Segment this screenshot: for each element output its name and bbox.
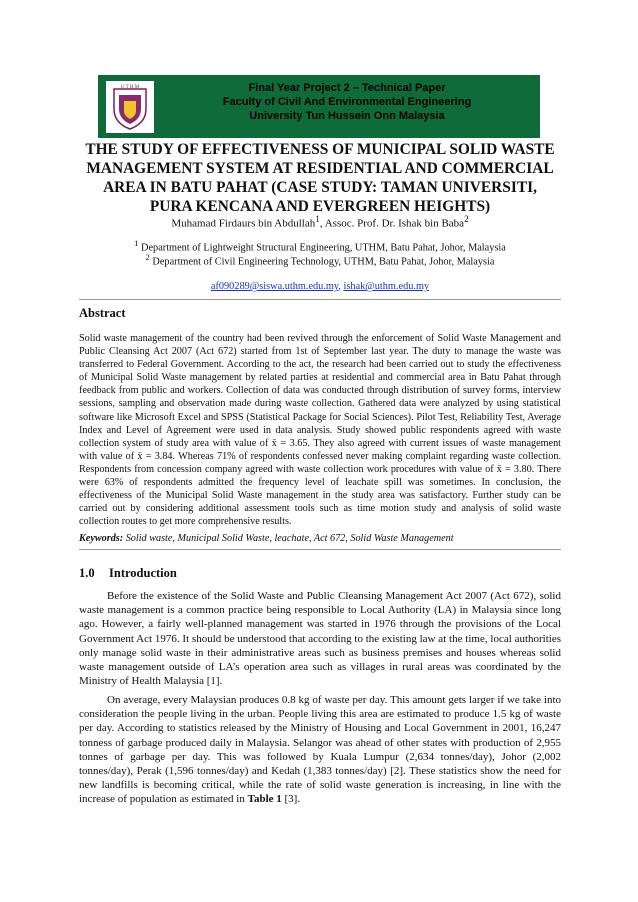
contact-emails: af090289@siswa.uthm.edu.my, ishak@uthm.edu.my xyxy=(210,281,430,292)
section-title: Introduction xyxy=(109,566,177,580)
university-logo xyxy=(106,81,154,133)
author-1-sup: 1 xyxy=(315,214,320,224)
intro-paragraph-2: On average, every Malaysian produces 0.8 kg of waste per day. This amount gets larger if we take into consideration the people living in the urban. People living this area are estimated to produce 1.5 kg of waste per day. According to statistics released by the Ministry of Housing and Local Government in 2001, 16,247 tonness of garbage produced daily in Malaysia. Selangor was ahead of other states with production of 2,955 tonnes of garbage per day. This was followed by Kuala Lumpur (2,634 tonnes/day), Johor (2,002 tonnes/day), Perak (1,596 tonnes/day) and Kedah (1,383 tonnes/day) [2]. These statistics show the need for new landfills is becoming critical, while the rate of solid waste generation is increasing, in line with the increase of population as estimated in Table 1 [3]. xyxy=(79,694,561,806)
banner-line-1: Final Year Project 2 – Technical Paper xyxy=(248,82,446,94)
section-heading-introduction xyxy=(79,566,177,581)
divider-bottom xyxy=(79,549,561,550)
intro-paragraph-1: Before the existence of the Solid Waste and Public Cleansing Management Act 2007 (Act 672), solid waste management is a common practice being responsible to Local Authority (LA) in Malaysia since long ago. However, a fairly well-planned management was started in 1976 through the provisions of the Local Government Act 1976. It should be understood that according to the existing law at the time, local authorities only manage solid waste in their administrative areas such as business premises and houses whereas solid waste management outside of LA’s operation area such as villages in rural areas was coordinated by the Ministry of Health Malaysia [1]. xyxy=(79,590,561,688)
keywords xyxy=(79,533,561,544)
abstract-heading: Abstract xyxy=(79,306,126,320)
divider-top xyxy=(79,299,561,300)
author-list xyxy=(80,214,560,230)
email-link-2[interactable]: ishak@uthm.edu.my xyxy=(343,281,430,292)
author-2-sup: 2 xyxy=(464,214,469,224)
banner-line-3: University Tun Hussein Onn Malaysia xyxy=(249,110,445,122)
author-1: Muhamad Firdaurs bin Abdullah xyxy=(171,217,316,230)
header-banner xyxy=(98,75,540,138)
table-reference: Table 1 xyxy=(247,793,282,806)
paper-title: THE STUDY OF EFFECTIVENESS OF MUNICIPAL SOLID WASTE MANAGEMENT SYSTEM AT RESIDENTIAL AND COMMERCIAL AREA IN BATU PAHAT (CASE STUDY: TAMAN UNIVERSITI, PURA KENCANA AND EVERGREEN HEIGHTS) xyxy=(85,141,555,215)
keywords-text: Solid waste, Municipal Solid Waste, leachate, Act 672, Solid Waste Management xyxy=(123,533,454,544)
email-link-1[interactable]: af090289@siswa.uthm.edu.my xyxy=(210,281,339,292)
affiliation-2: $^2$ Department of Civil Engineering Technology, UTHM, Batu Pahat, Johor, Malaysia xyxy=(145,252,495,268)
author-2: Assoc. Prof. Dr. Ishak bin Baba xyxy=(324,217,465,230)
section-number: 1.0 xyxy=(79,566,95,580)
abstract-text: Solid waste management of the country had been revived through the enforcement of Solid Waste Management and Public Cleansing Act 2007 (Act 672) started from 1st of September last year. The duty to manage the waste was transferred to Federal Government. According to the act, the research had been carried out to study the effectiveness of Municipal Solid Waste management by related parties at residential and commercial area in Batu Pahat through feedback from public and workers. Collection of data was conducted through distribution of survey forms, interview sessions, sampling and observation made during waste collection. Gathered data were analyzed by using statistical software like Microsoft Excel and SPSS (Statistical Package for Social Sciences). Pilot Test, Reliability Test, Average Index and Level of Agreement were used in data analysis. Study showed public respondents agreed with waste collection system of study area with value of x̄ = 3.65. They also agreed with current issues of waste management with value of x̄ = 3.84. Whereas 71% of respondents confessed never making complaint regarding waste collection. Respondents from concession company agreed with waste collection work procedures with value of x̄ = 3.80. There were 63% of respondents admitted the frequency level of leachate spill was sometimes. In conclusion, the effectiveness of the Municipal Solid Waste management in the study area was satisfactory. Further study can be carried out by considering additional assessment tools such as time motion study and analysis of solid waste collection routes to get more comprehensive results. xyxy=(79,333,561,528)
svg-text:U T H M: U T H M xyxy=(120,85,140,90)
banner-line-2: Faculty of Civil And Environmental Engineering xyxy=(222,96,472,108)
author-separator: , xyxy=(319,217,325,230)
keywords-label: Keywords: xyxy=(79,533,124,544)
affiliation-1: $^1$ Department of Lightweight Structural Engineering, UTHM, Batu Pahat, Johor, Malaysia xyxy=(134,238,506,254)
